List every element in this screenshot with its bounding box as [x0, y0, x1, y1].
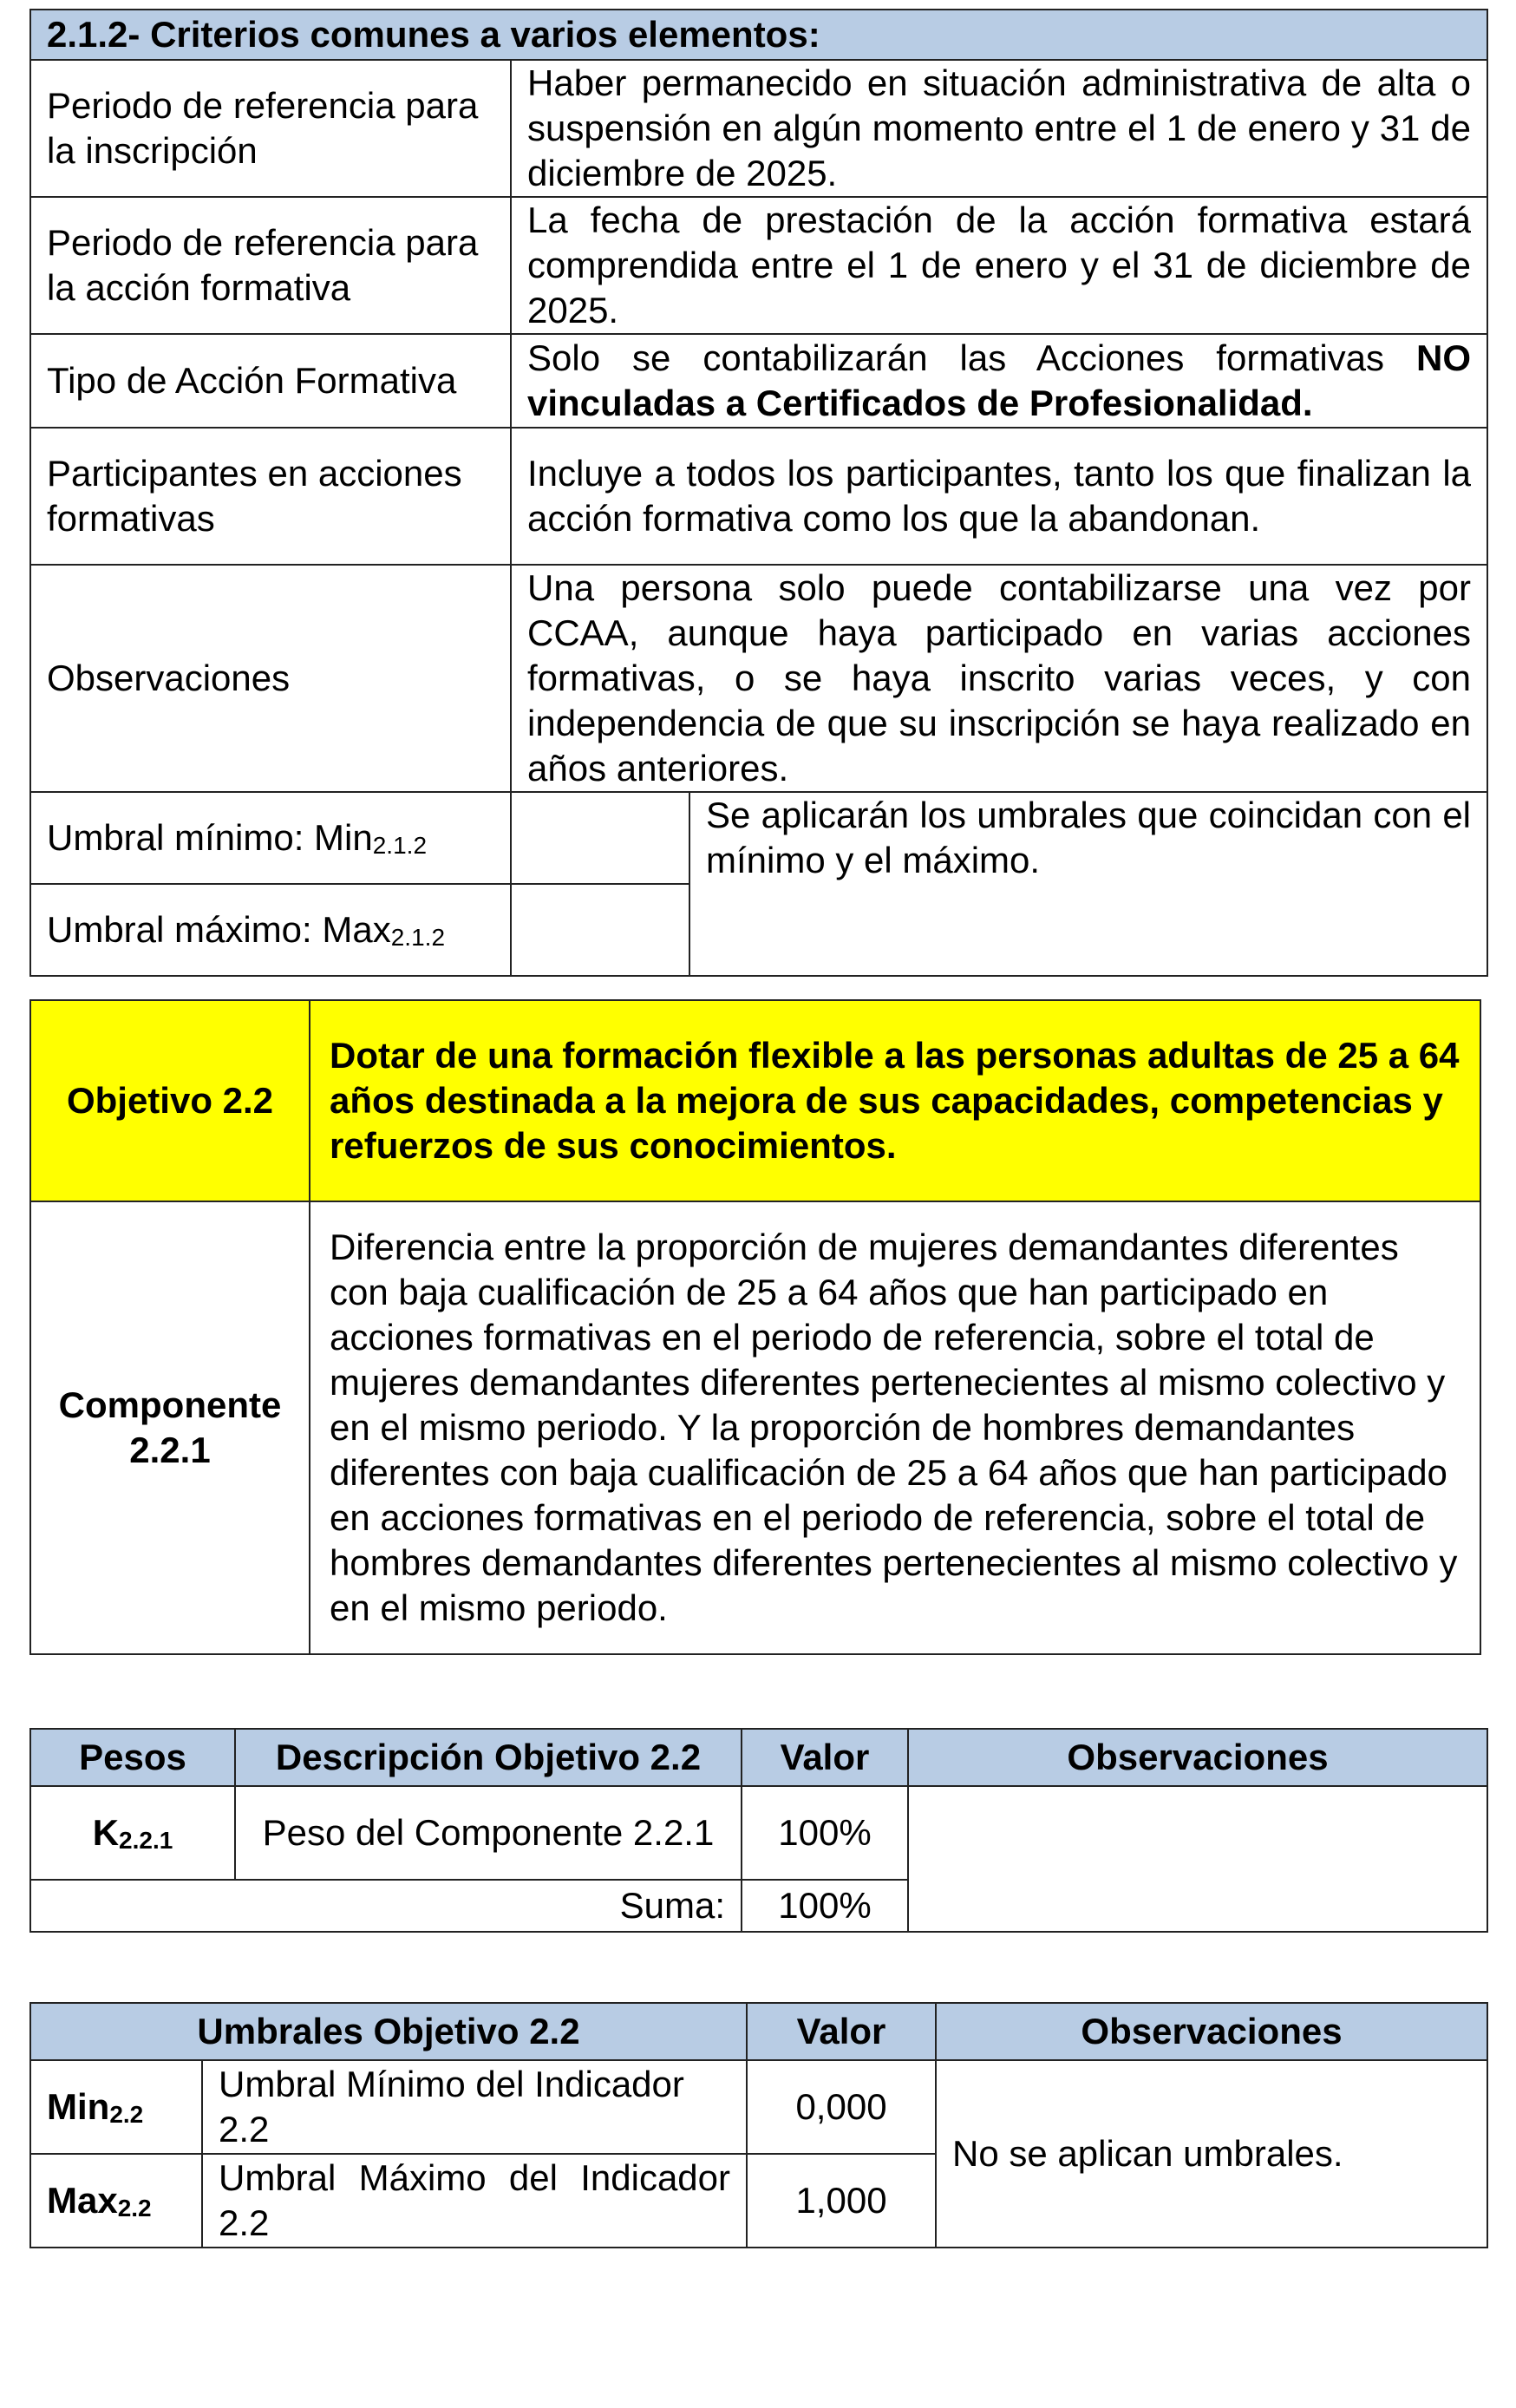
row-label: Observaciones: [30, 565, 511, 792]
k-desc: Peso del Componente 2.2.1: [235, 1786, 742, 1880]
pesos-table: [29, 1728, 1488, 1933]
max-value: 1,000: [747, 2154, 936, 2248]
k-value: 100%: [742, 1786, 908, 1880]
row-text: Incluye a todos los participantes, tanto los que finalizan la acción formativa como los que la abandonan.: [511, 428, 1487, 565]
criterios-table: [29, 9, 1488, 977]
pesos-header: Valor: [742, 1729, 908, 1786]
componente-label: Componente 2.2.1: [30, 1201, 310, 1654]
componente-text: Diferencia entre la proporción de mujeres demandantes diferentes con baja cualificación de 25 a 64 años que han participado en acciones formativas en el periodo de referencia, sobre el total de mujeres demandantes diferentes pertenecientes al mismo colectivo y en el mismo periodo. Y la proporción de hombres demandantes diferentes con baja cualificación de 25 a 64 años que han participado en acciones formativas en el periodo de referencia, sobre el total de hombres demandantes diferentes pertenecientes al mismo colectivo y en el mismo periodo.: [310, 1201, 1480, 1654]
row-label: Tipo de Acción Formativa: [30, 334, 511, 428]
umbrales-note: No se aplican umbrales.: [936, 2060, 1487, 2248]
umbrales-header: Umbrales Objetivo 2.2: [30, 2003, 747, 2060]
umbrales-header: Valor: [747, 2003, 936, 2060]
row-text: Una persona solo puede contabilizarse una vez por CCAA, aunque haya participado en varias acciones formativas, o se haya inscrito varias veces, y con independencia de que su inscripción se haya realizado en años anteriores.: [511, 565, 1487, 792]
umbral-max-value: [511, 884, 689, 976]
umbrales-header: Observaciones: [936, 2003, 1487, 2060]
umbral-min-value: [511, 792, 689, 884]
row-text: Solo se contabilizarán las Acciones formativas NO vinculadas a Certificados de Profesionalidad.: [511, 334, 1487, 428]
umbral-min-label: Umbral mínimo: Min$_{2.1.2}$: [30, 792, 511, 884]
section-title: 2.1.2- Criterios comunes a varios elementos:: [30, 10, 1487, 60]
objetivo-text: Dotar de una formación flexible a las personas adultas de 25 a 64 años destinada a la mejora de sus capacidades, competencias y refuerzos de sus conocimientos.: [310, 1000, 1480, 1201]
pesos-observaciones: [908, 1786, 1487, 1932]
objetivo-label: Objetivo 2.2: [30, 1000, 310, 1201]
suma-label: Suma:: [30, 1880, 742, 1932]
max-label: Max$_{2.2}$: [30, 2154, 202, 2248]
max-desc: Umbral Máximo del Indicador 2.2: [202, 2154, 747, 2248]
min-label: Min$_{2.2}$: [30, 2060, 202, 2154]
objetivo-table: [29, 999, 1481, 1655]
pesos-header: Pesos: [30, 1729, 235, 1786]
row-label: Periodo de referencia para la inscripción: [30, 60, 511, 197]
row-label: Periodo de referencia para la acción formativa: [30, 197, 511, 334]
suma-value: 100%: [742, 1880, 908, 1932]
pesos-header: Descripción Objetivo 2.2: [235, 1729, 742, 1786]
row-text: Haber permanecido en situación administrativa de alta o suspensión en algún momento entre el 1 de enero y 31 de diciembre de 2025.: [511, 60, 1487, 197]
min-desc: Umbral Mínimo del Indicador 2.2: [202, 2060, 747, 2154]
umbrales-table: [29, 2002, 1488, 2248]
row-text: La fecha de prestación de la acción formativa estará comprendida entre el 1 de enero y el 31 de diciembre de 2025.: [511, 197, 1487, 334]
min-value: 0,000: [747, 2060, 936, 2154]
pesos-header: Observaciones: [908, 1729, 1487, 1786]
row-label: Participantes en acciones formativas: [30, 428, 511, 565]
k-label: $K_{2.2.1}$: [30, 1786, 235, 1880]
umbral-note: Se aplicarán los umbrales que coincidan con el mínimo y el máximo.: [689, 792, 1487, 976]
umbral-max-label: Umbral máximo: Max$_{2.1.2}$: [30, 884, 511, 976]
